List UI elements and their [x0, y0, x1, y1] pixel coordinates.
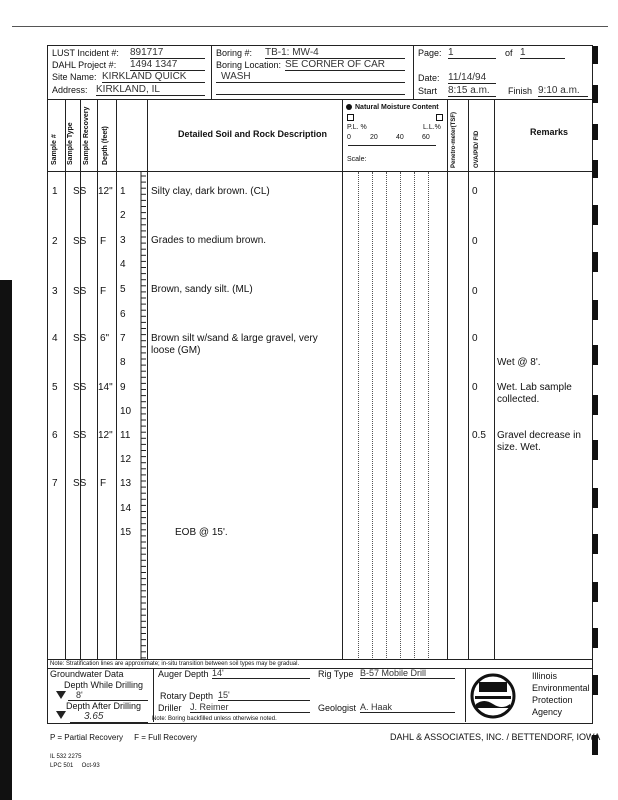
- company-name: DAHL & ASSOCIATES, INC. / BETTENDORF, IOWA: [390, 732, 601, 742]
- pl-box-icon: [347, 114, 354, 121]
- col-line-a: [65, 99, 66, 659]
- depth-15: 15: [120, 527, 132, 538]
- col-sample-type: Sample Type: [67, 122, 74, 165]
- depth-1: 1: [120, 186, 126, 197]
- site-name-value: KIRKLAND QUICK: [102, 71, 205, 83]
- sample-6-recovery: 12": [98, 430, 113, 441]
- geologist-label: Geologist: [318, 703, 357, 713]
- depth-after-drilling-label: Depth After Drilling: [66, 701, 142, 711]
- sample-5-ova: 0: [472, 382, 478, 393]
- scan-mark-4: [592, 160, 598, 178]
- description-4b: loose (GM): [151, 345, 201, 356]
- agency-name-2: Environmental: [532, 683, 590, 693]
- boring-value: TB-1: MW-4: [265, 47, 405, 59]
- header-bottom-line: [47, 99, 592, 100]
- depth-9: 9: [120, 382, 126, 393]
- sample-1-ova: 0: [472, 186, 478, 197]
- pl-label: P.L. %: [347, 124, 367, 131]
- scan-mark-2: [592, 85, 598, 103]
- scan-mark-7: [592, 300, 598, 320]
- sample-4-num: 4: [52, 333, 58, 344]
- ll-box-icon: [436, 114, 443, 121]
- sample-3-recovery: F: [100, 286, 107, 297]
- depth-7: 7: [120, 333, 126, 344]
- driller-value: J. Reimer: [190, 702, 310, 713]
- agency-name-1: Illinois: [532, 671, 558, 681]
- lust-incident-value: 891717: [130, 47, 205, 59]
- scan-mark-5: [592, 205, 598, 225]
- groundwater-title: Groundwater Data: [50, 669, 124, 679]
- col-sample-recovery: Sample Recovery: [83, 106, 90, 165]
- sample-2-type: SS: [73, 236, 87, 247]
- recovery-legend: P = Partial Recovery F = Full Recovery: [50, 733, 198, 742]
- finish-value: 9:10 a.m.: [538, 85, 588, 97]
- water-level-icon: [56, 691, 66, 699]
- sample-4-ova: 0: [472, 333, 478, 344]
- scan-mark-11: [592, 488, 598, 508]
- moisture-gridline-2: [372, 172, 373, 658]
- scale-tick-40: 40: [396, 134, 404, 141]
- col-remarks: Remarks: [530, 127, 569, 137]
- col-depth: Depth (feet): [102, 126, 109, 165]
- depth-8: 8: [120, 357, 126, 368]
- depth-11: 11: [120, 430, 131, 441]
- depth-14: 14: [120, 503, 132, 514]
- moisture-gridline-5: [414, 172, 415, 658]
- sample-3-type: SS: [73, 286, 87, 297]
- address-value: KIRKLAND, IL: [96, 84, 205, 96]
- rotary-depth-value: 15': [218, 690, 310, 701]
- sample-7-recovery: F: [100, 478, 107, 489]
- sample-5-recovery: 14": [98, 382, 113, 393]
- depth-13: 13: [120, 478, 132, 489]
- date-value: 11/14/94: [448, 72, 496, 84]
- scan-edge-bar: [0, 280, 12, 800]
- scan-mark-12: [592, 534, 598, 554]
- dahl-project-value: 1494 1347: [130, 59, 205, 71]
- sample-7-type: SS: [73, 478, 87, 489]
- ll-label: L.L.%: [423, 124, 441, 131]
- header-divider-2: [413, 45, 414, 99]
- col-sample-num: Sample #: [51, 134, 58, 165]
- boring-location-blank: [216, 84, 405, 95]
- end-of-boring: EOB @ 15'.: [175, 527, 228, 538]
- boring-location-label: Boring Location:: [216, 60, 282, 70]
- description-1: Silty clay, dark brown. (CL): [151, 186, 270, 197]
- remark-wet-8: Wet @ 8'.: [497, 357, 541, 368]
- depth-12: 12: [120, 454, 132, 465]
- sample-3-ova: 0: [472, 286, 478, 297]
- scale-axis-line: [348, 145, 436, 146]
- start-label: Start: [418, 86, 438, 96]
- remark-lab-sample-a: Wet. Lab sample: [497, 382, 572, 393]
- form-id-1: IL 532 2275: [50, 754, 82, 760]
- sample-2-num: 2: [52, 236, 58, 247]
- scan-mark-14: [592, 628, 598, 648]
- depth-3: 3: [120, 235, 126, 246]
- agency-name-4: Agency: [532, 707, 563, 717]
- col-line-g: [447, 99, 448, 659]
- sample-5-num: 5: [52, 382, 58, 393]
- moisture-gridline-1: [358, 172, 359, 658]
- driller-label: Driller: [158, 703, 182, 713]
- sample-3-num: 3: [52, 286, 58, 297]
- scan-mark-1: [592, 46, 598, 64]
- rotary-depth-label: Rotary Depth: [160, 691, 214, 701]
- footer-divider-1: [153, 668, 154, 722]
- col-description: Detailed Soil and Rock Description: [178, 129, 328, 139]
- stratification-note: Note: Stratification lines are approximate; in-situ transition between soil types may be gradual.: [50, 661, 300, 667]
- depth-6: 6: [120, 309, 126, 320]
- of-value: 1: [520, 47, 565, 59]
- scan-mark-15: [592, 675, 598, 695]
- sample-7-num: 7: [52, 478, 58, 489]
- date-label: Date:: [418, 73, 440, 83]
- depth-while-drilling-label: Depth While Drilling: [64, 680, 144, 690]
- scale-tick-20: 20: [370, 134, 378, 141]
- geologist-value: A. Haak: [360, 702, 455, 713]
- auger-depth-label: Auger Depth: [158, 669, 209, 679]
- of-label: of: [505, 48, 513, 58]
- sample-1-type: SS: [73, 186, 87, 197]
- remark-gravel-a: Gravel decrease in: [497, 430, 581, 441]
- boring-location-value-1: SE CORNER OF CAR: [285, 59, 405, 71]
- remark-lab-sample-b: collected.: [497, 394, 540, 405]
- header-divider-1: [211, 45, 212, 99]
- description-3: Brown, sandy silt. (ML): [151, 284, 253, 295]
- backfill-note: Note: Boring backfilled unless otherwise noted.: [152, 716, 277, 722]
- scan-mark-9: [592, 395, 598, 415]
- depth-10: 10: [120, 406, 132, 417]
- col-line-c: [97, 99, 98, 659]
- moisture-title: Natural Moisture Content: [355, 104, 439, 111]
- sample-6-ova: 0.5: [472, 430, 486, 441]
- sample-6-type: SS: [73, 430, 87, 441]
- col-line-h: [468, 99, 469, 659]
- sample-1-recovery: 12": [98, 186, 113, 197]
- note-top-line: [47, 659, 592, 660]
- scan-mark-10: [592, 440, 598, 460]
- start-value: 8:15 a.m.: [448, 85, 496, 97]
- boring-label: Boring #:: [216, 48, 253, 58]
- sample-4-recovery: 6": [100, 333, 110, 344]
- page-label: Page:: [418, 48, 442, 58]
- scan-top-line: [12, 26, 608, 27]
- rig-type-label: Rig Type: [318, 669, 354, 679]
- description-2: Grades to medium brown.: [151, 235, 267, 246]
- col-ova: OVA/PID/ FID: [474, 130, 480, 168]
- sample-6-num: 6: [52, 430, 58, 441]
- depth-while-drilling-value: 8': [68, 690, 148, 701]
- depth-after-drilling-value: 3.65: [70, 711, 148, 723]
- sample-1-num: 1: [52, 186, 58, 197]
- rig-type-value: B-57 Mobile Drill: [360, 668, 455, 679]
- moisture-gridline-4: [400, 172, 401, 658]
- scan-mark-6: [592, 252, 598, 272]
- col-line-b: [80, 99, 81, 659]
- sample-4-type: SS: [73, 333, 87, 344]
- moisture-gridline-6: [428, 172, 429, 658]
- sample-5-type: SS: [73, 382, 87, 393]
- page-value: 1: [448, 47, 496, 59]
- lust-incident-label: LUST Incident #:: [52, 48, 119, 58]
- moisture-gridline-3: [386, 172, 387, 658]
- col-line-i: [494, 99, 495, 659]
- sample-2-recovery: F: [100, 236, 107, 247]
- scale-tick-0: 0: [347, 134, 351, 141]
- site-name-label: Site Name:: [52, 72, 97, 82]
- agency-name-3: Protection: [532, 695, 573, 705]
- depth-5: 5: [120, 284, 126, 295]
- sample-2-ova: 0: [472, 236, 478, 247]
- scan-mark-3: [592, 124, 598, 140]
- scale-tick-60: 60: [422, 134, 430, 141]
- scale-label: Scale:: [347, 156, 367, 163]
- dahl-project-label: DAHL Project #:: [52, 60, 117, 70]
- depth-4: 4: [120, 259, 126, 270]
- boring-location-value-2: WASH: [216, 71, 405, 83]
- col-line-f: [342, 99, 343, 659]
- address-label: Address:: [52, 85, 88, 95]
- description-4a: Brown silt w/sand & large gravel, very: [151, 333, 318, 344]
- scan-mark-13: [592, 582, 598, 602]
- col-penetrometer: Penetro-meter(TSF): [451, 111, 457, 168]
- depth-2: 2: [120, 210, 126, 221]
- water-level-after-icon: [56, 711, 66, 719]
- agency-logo-icon: [466, 672, 520, 720]
- finish-label: Finish: [508, 86, 533, 96]
- form-id-2: LPC 501 Oct-93: [50, 763, 100, 769]
- remark-gravel-b: size. Wet.: [497, 442, 541, 453]
- auger-depth-value: 14': [212, 668, 310, 679]
- scan-mark-8: [592, 345, 598, 365]
- moisture-dot-icon: [346, 104, 352, 110]
